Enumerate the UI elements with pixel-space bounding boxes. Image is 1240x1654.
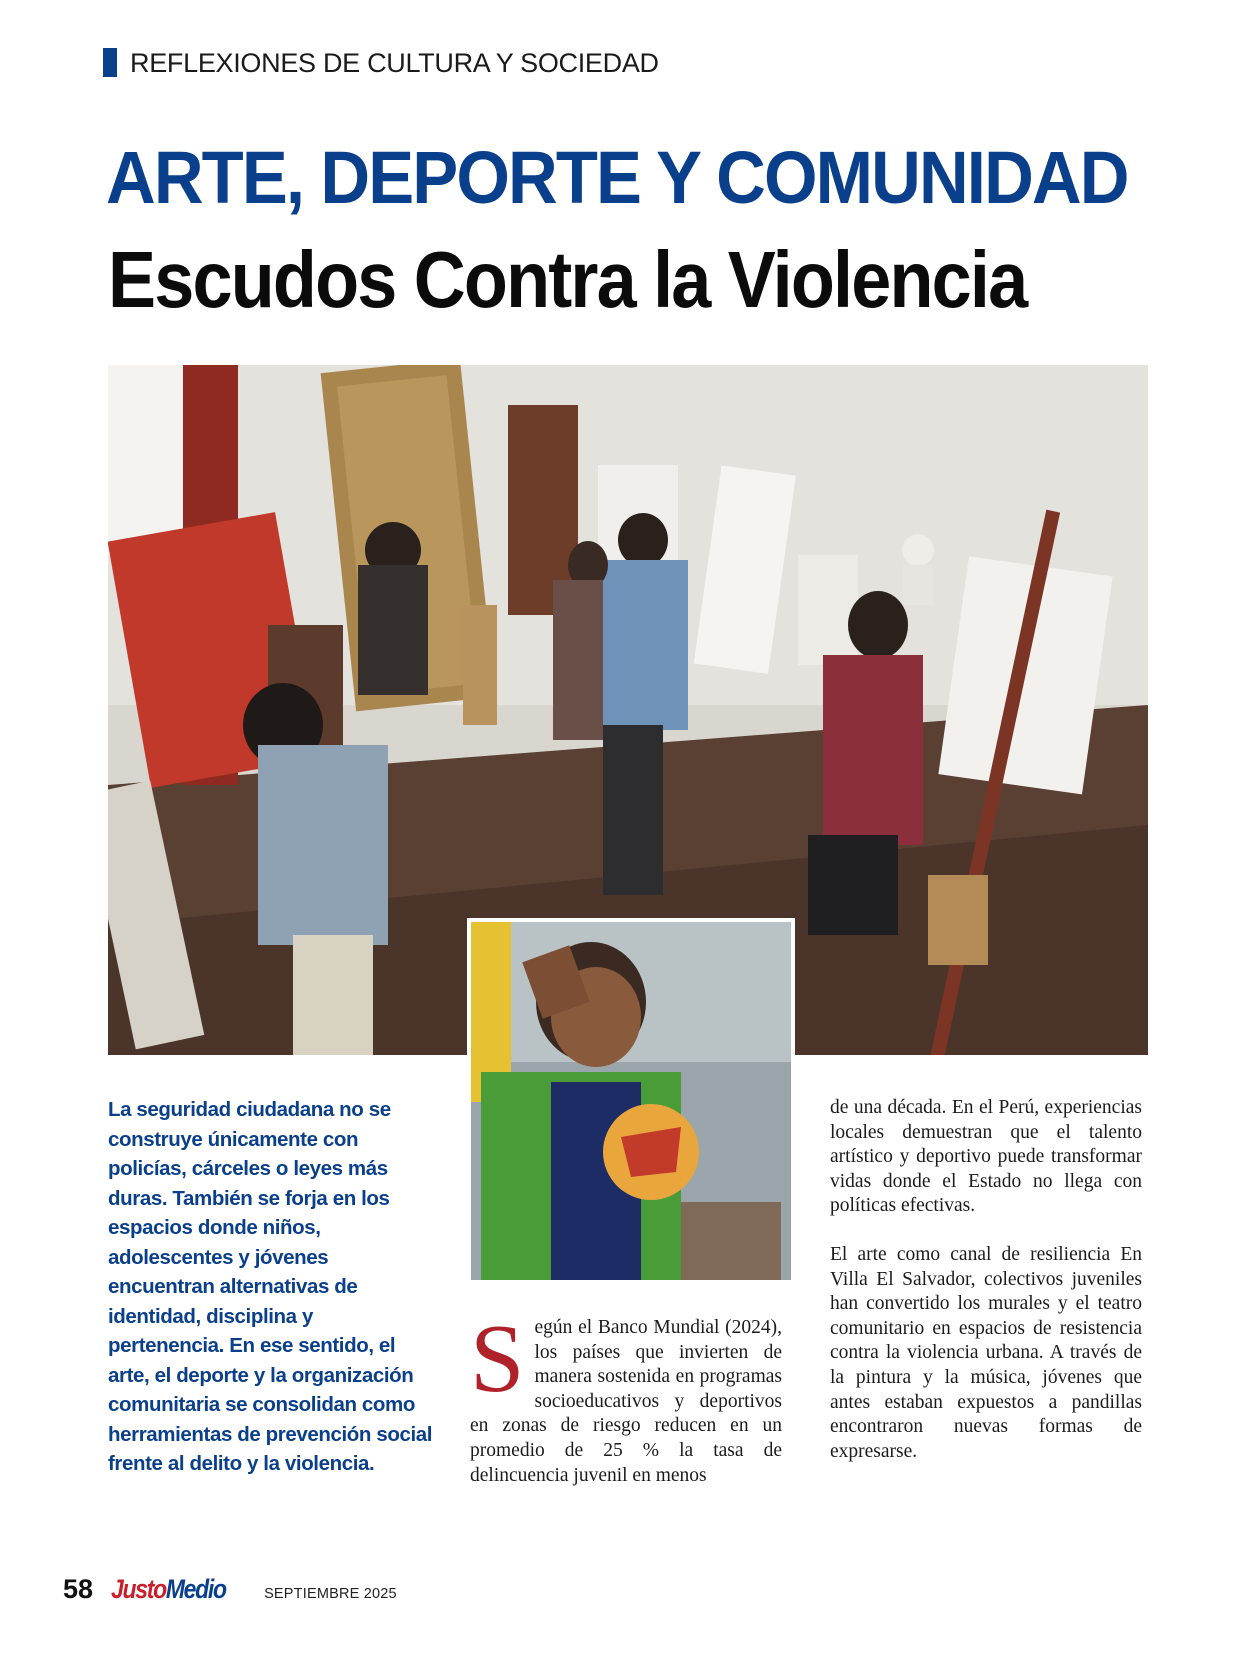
issue-date: SEPTIEMBRE 2025 [264, 1586, 397, 1602]
body-text-start: egún el Banco Mundial (2024), los países que invierten de manera sostenida en programas socioeducativos y deportivos en zonas de riesgo reducen en un promedio de 25 % la tasa de delincuencia juvenil en menos [470, 1317, 782, 1486]
body-paragraph: de una década. En el Perú, experiencias locales demuestran que el talento artístico y deportivo puede transformar vidas donde el Estado no llega con políticas efectivas. [830, 1097, 1142, 1217]
section-marker [103, 48, 117, 77]
logo-part1: Justo [111, 1574, 166, 1604]
headline-line2: Escudos Contra la Violencia [108, 235, 1027, 324]
section-label: REFLEXIONES DE CULTURA Y SOCIEDAD [130, 48, 659, 78]
logo-part2: Medio [165, 1574, 226, 1604]
lead-paragraph: La seguridad ciudadana no se construye únicamente con policías, cárceles o leyes más duras. También se forja en los espacios donde niños, adolescentes y jóvenes encuentran alternativas de identidad, disciplina y pertenencia. En ese sentido, el arte, el deporte y la organización comunitaria se consolidan como herramientas de prevención social frente al delito y la violencia. [108, 1098, 433, 1475]
body-paragraph: El arte como canal de resiliencia En Villa El Salvador, colectivos juveniles han convertido los murales y el teatro comunitario en espacios de resistencia contra la violencia urbana. A través de la pintura y la música, jóvenes que antes estaban expuestos a pandillas encontraron nuevas formas de expresarse. [830, 1243, 1142, 1462]
body-column-left [470, 1305, 782, 1488]
headline-line1: ARTE, DEPORTE Y COMUNIDAD [106, 136, 1128, 219]
child-with-ball-photo [467, 918, 795, 1284]
drop-cap: S [470, 1305, 525, 1413]
page-number: 58 [63, 1574, 94, 1604]
magazine-logo [111, 1574, 226, 1605]
body-column-right [830, 1096, 1142, 1488]
page-footer [63, 1574, 397, 1614]
